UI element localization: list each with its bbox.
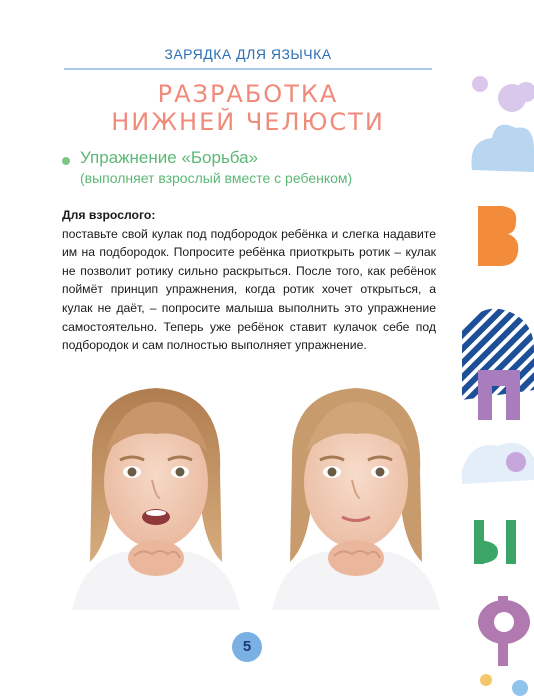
section-title: ЗАРЯДКА ДЛЯ ЯЗЫЧКА xyxy=(164,46,332,62)
photo-mouth-closed xyxy=(262,372,450,610)
page-title-line-2: НИЖНЕЙ ЧЕЛЮСТИ xyxy=(111,108,385,136)
decorative-letters-strip xyxy=(462,0,534,700)
instruction-lead: Для взрослого: xyxy=(62,208,156,222)
header-divider xyxy=(64,68,432,70)
exercise-title: Упражнение «Борьба» xyxy=(80,148,259,167)
instruction-text xyxy=(62,206,436,355)
exercise-subtitle: (выполняет взрослый вместе с ребенком) xyxy=(80,170,353,186)
section-header xyxy=(64,46,432,62)
page-title-line-1: РАЗРАБОТКА xyxy=(157,80,339,108)
green-dot-icon xyxy=(62,157,70,165)
instruction-paragraph: поставьте свой кулак под подбородок ребёнка и слегка надавите им на подбородок. Попросите ребёнка приоткрыть ротик – кулак не позволит ротику сильно раскрыться. После того, как ребёнок поймёт принцип упражнения, когда ротик хочет открыться, а кулак не даёт, – попросите малыша выполнить это упражнение самостоятельно. Теперь уже ребёнок ставит кулачок себе под подбородок и сам полностью выполняет упражнение. xyxy=(62,226,436,353)
photo-mouth-open xyxy=(62,372,250,610)
cloud-icon xyxy=(471,125,534,172)
exercise-heading xyxy=(62,148,442,186)
page-number: 5 xyxy=(242,638,252,655)
